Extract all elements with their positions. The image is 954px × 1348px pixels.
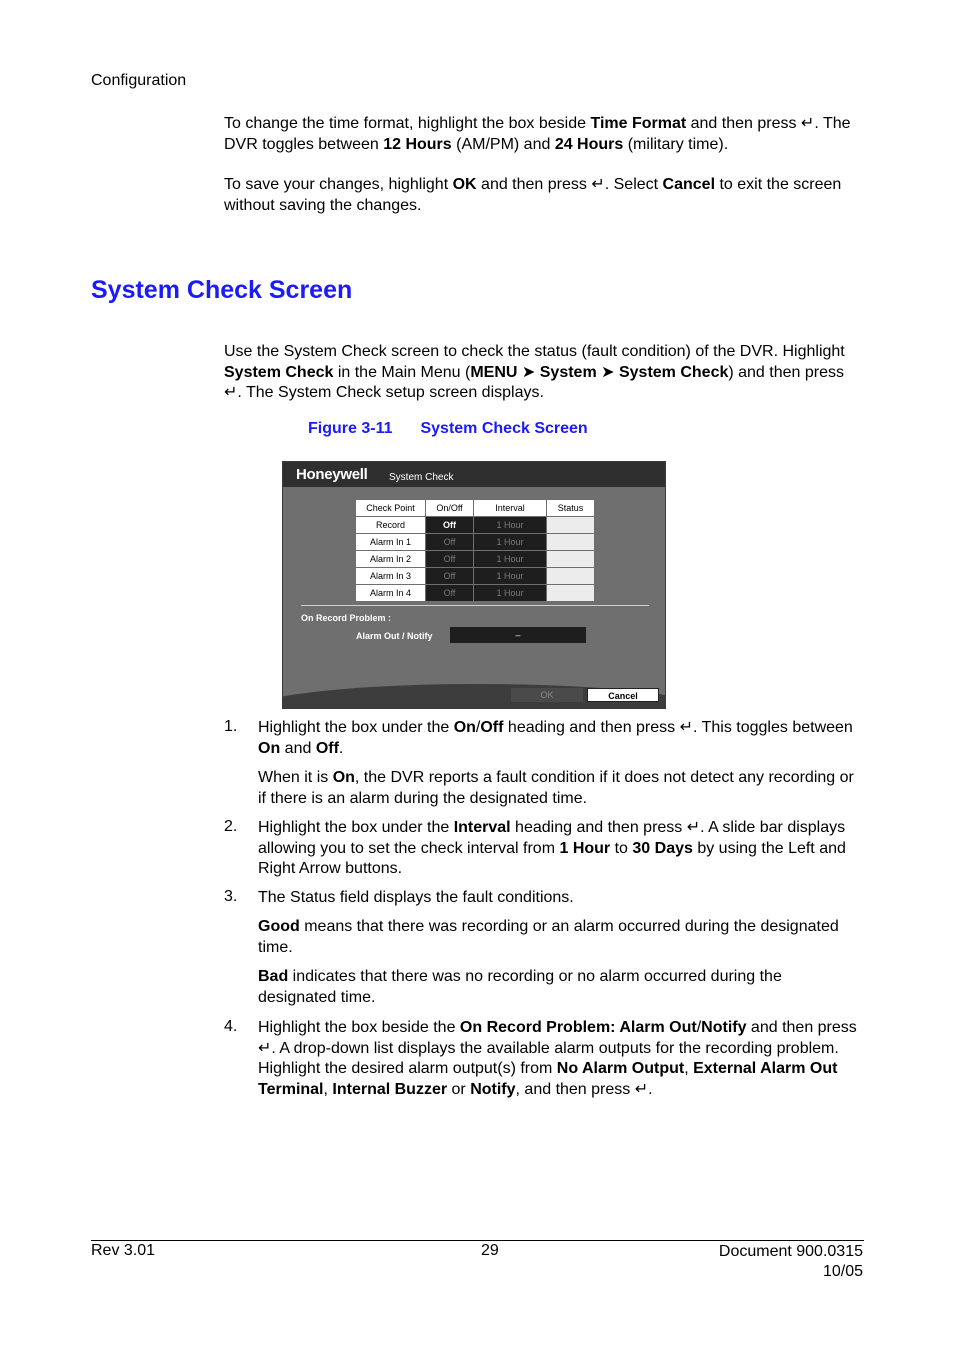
on-off-cell[interactable]: Off <box>426 585 473 601</box>
bold-term: Off <box>480 719 504 736</box>
table-row <box>356 568 594 584</box>
footer-document <box>719 1242 863 1282</box>
step-3-para-2: Good means that there was recording or an alarm occurred during the designated time. <box>258 918 839 956</box>
check-point-cell: Record <box>356 517 425 533</box>
header-status: Status <box>547 500 594 516</box>
step-1-para-2: When it is On, the DVR reports a fault condition if it does not detect any recording or if there is an alarm during the designated time. <box>258 769 854 807</box>
step-1-para-1: Highlight the box under the On/Off heading and then press ↵. This toggles between On and Off. <box>258 719 853 757</box>
time-format-paragraph: To change the time format, highlight the box beside Time Format and then press ↵. The DVR toggles between 12 Hours (AM/PM) and 24 Hours (military time). <box>224 115 851 153</box>
interval-cell[interactable]: 1 Hour <box>474 568 546 584</box>
interval-cell[interactable]: 1 Hour <box>474 585 546 601</box>
dvr-screen-title: System Check <box>389 472 454 483</box>
bold-term: External Alarm Out Terminal <box>258 1060 838 1098</box>
table-header-row <box>356 500 594 516</box>
figure-number: Figure 3-11 <box>308 420 393 437</box>
dvr-title-bar <box>283 462 665 487</box>
bold-term: Good <box>258 918 300 935</box>
step-number: 2. <box>224 818 238 835</box>
step-number: 3. <box>224 888 238 905</box>
check-point-cell: Alarm In 3 <box>356 568 425 584</box>
honeywell-logo: Honeywell <box>296 466 368 483</box>
step-3-para-3: Bad indicates that there was no recording or no alarm occurred during the designated time. <box>258 968 782 1006</box>
bold-term: On <box>332 769 355 786</box>
table-row <box>356 585 594 601</box>
save-changes-paragraph: To save your changes, highlight OK and then press ↵. Select Cancel to exit the screen without saving the changes. <box>224 176 842 214</box>
bold-term: OK <box>452 176 477 193</box>
bold-term: Internal Buzzer <box>332 1080 448 1098</box>
cancel-button[interactable]: Cancel <box>587 688 659 702</box>
step-number: 1. <box>224 718 238 735</box>
running-header: Configuration <box>91 72 187 89</box>
ok-button[interactable]: OK <box>511 688 583 702</box>
check-point-cell: Alarm In 4 <box>356 585 425 601</box>
status-cell <box>547 585 594 601</box>
bold-term: 24 Hours <box>554 135 624 153</box>
section-intro-paragraph: Use the System Check screen to check the status (fault condition) of the DVR. Highlight System Check in the Main Menu (MENU ➤ System ➤ System Check) and then press ↵. The System Check setup screen displays. <box>224 343 845 401</box>
on-off-cell[interactable]: Off <box>426 534 473 550</box>
step-3-para-1: The Status field displays the fault conditions. <box>258 889 574 906</box>
step-number: 4. <box>224 1018 238 1035</box>
on-record-problem-label: On Record Problem : <box>301 613 392 623</box>
bold-term: 30 Days <box>632 839 693 857</box>
interval-cell[interactable]: 1 Hour <box>474 551 546 567</box>
bold-term: Bad <box>258 968 289 985</box>
table-row <box>356 517 594 533</box>
bold-term: Notify <box>701 1019 747 1036</box>
footer-page-number: 29 <box>481 1242 499 1259</box>
bold-term: Notify <box>470 1080 516 1098</box>
bold-term: On <box>453 719 476 736</box>
step-4-para-1: Highlight the box beside the On Record Problem: Alarm Out/Notify and then press ↵. A drop-down list displays the available alarm outputs for the recording problem. Highlight the desired alarm output(s) from No Alarm Output, External Alarm Out Terminal, Internal Buzzer or Notify, and then press ↵. <box>258 1019 857 1098</box>
bold-term: No Alarm Output <box>556 1060 685 1077</box>
figure-caption <box>308 420 588 438</box>
on-off-cell[interactable]: Off <box>426 517 473 533</box>
header-check-point: Check Point <box>356 500 425 516</box>
status-cell <box>547 517 594 533</box>
bold-term: On Record Problem: Alarm Out <box>459 1019 697 1036</box>
bold-term: 12 Hours <box>383 135 452 153</box>
table-row <box>356 551 594 567</box>
bold-term: Interval <box>453 819 511 836</box>
bold-term: System Check <box>224 363 334 381</box>
dvr-system-check-screenshot <box>282 461 666 709</box>
header-interval: Interval <box>474 500 546 516</box>
alarm-out-notify-field[interactable]: – <box>450 627 586 643</box>
interval-cell[interactable]: 1 Hour <box>474 517 546 533</box>
bold-term: Off <box>315 739 339 757</box>
step-2-para-1: Highlight the box under the Interval heading and then press ↵. A slide bar displays allowing you to set the check interval from 1 Hour to 30 Days by using the Left and Right Arrow buttons. <box>258 819 846 877</box>
header-on-off: On/Off <box>426 500 473 516</box>
check-point-cell: Alarm In 2 <box>356 551 425 567</box>
bold-term: MENU ➤ System ➤ System Check <box>470 363 729 381</box>
check-point-cell: Alarm In 1 <box>356 534 425 550</box>
table-row <box>356 534 594 550</box>
bold-term: Time Format <box>590 115 687 132</box>
status-cell <box>547 568 594 584</box>
footer-rule <box>91 1240 864 1241</box>
section-title: System Check Screen <box>91 276 353 304</box>
status-cell <box>547 534 594 550</box>
bold-term: On <box>258 739 281 757</box>
alarm-out-notify-label: Alarm Out / Notify <box>356 631 433 641</box>
footer-revision: Rev 3.01 <box>91 1242 156 1259</box>
interval-cell[interactable]: 1 Hour <box>474 534 546 550</box>
dvr-divider <box>301 605 649 606</box>
bold-term: 1 Hour <box>559 839 611 857</box>
status-cell <box>547 551 594 567</box>
footer-document-number: Document 900.0315 <box>718 1243 863 1260</box>
on-off-cell[interactable]: Off <box>426 551 473 567</box>
figure-title: System Check Screen <box>420 420 588 437</box>
on-off-cell[interactable]: Off <box>426 568 473 584</box>
system-check-table <box>355 499 595 602</box>
footer-date: 10/05 <box>822 1263 863 1280</box>
bold-term: Cancel <box>662 176 716 193</box>
